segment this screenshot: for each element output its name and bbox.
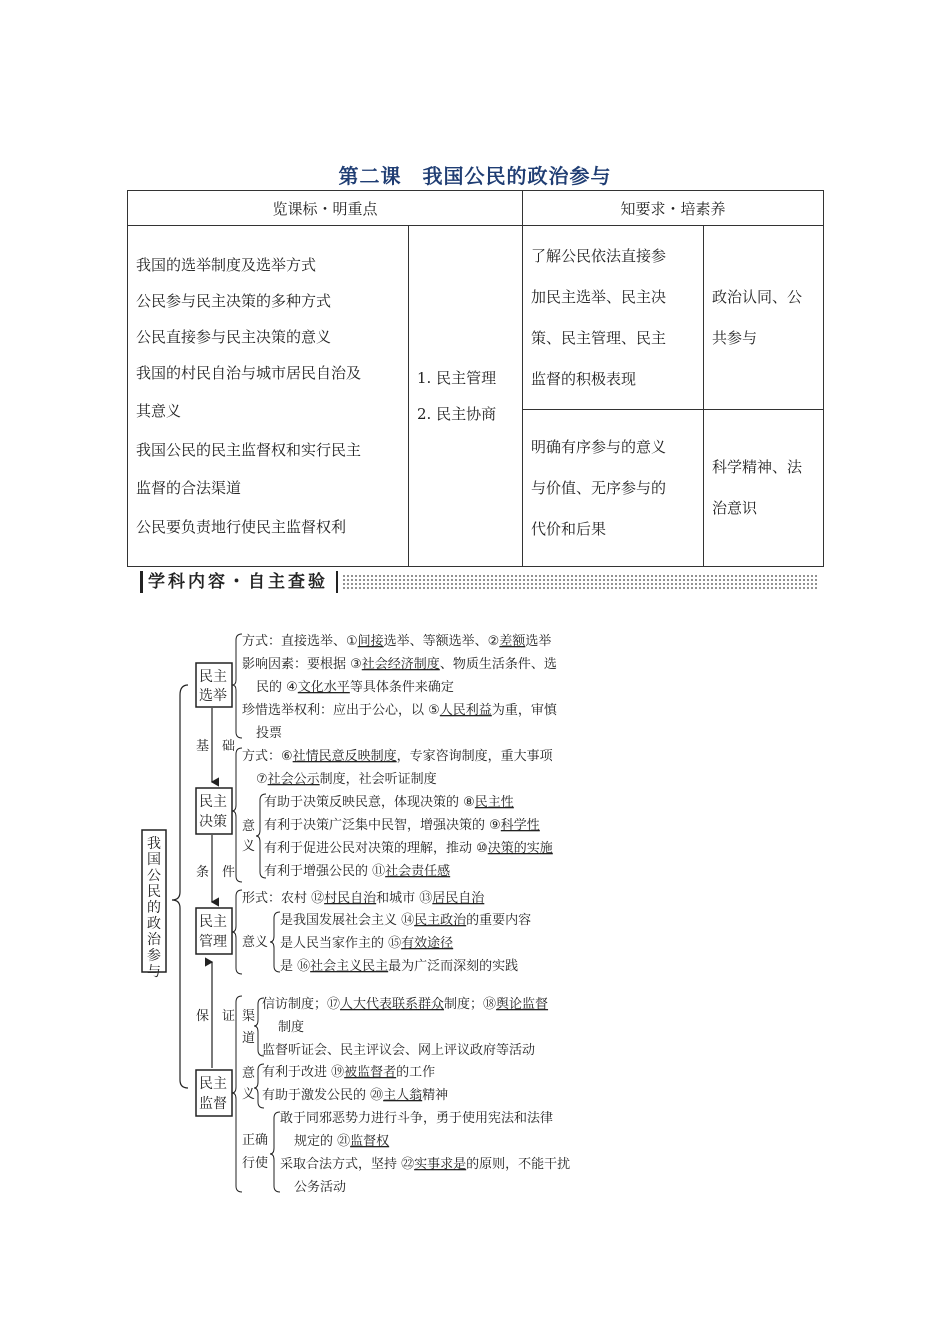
literacy-line: 共参与 [712,328,758,347]
decision-meaning-4: 有利于增强公民的 ⑪社会责任感 [264,864,451,879]
header-left: 览课标・明重点 [128,191,523,226]
channel-2: 监督听证会、民主评议会、网上评议政府等活动 [262,1043,536,1058]
supervision-yiyi-2: 义 [242,1087,256,1102]
correct-use-4: 公务活动 [294,1180,347,1195]
requirement-line: 与价值、无序参与的 [531,478,667,497]
election-brace [232,634,242,738]
requirement-line: 代价和后果 [531,519,607,538]
correct-use-2: 规定的 ㉑监督权 [294,1134,390,1149]
literacy-line: 科学精神、法 [712,458,803,476]
standard-line: 其意义 [136,402,182,420]
decision-line-2: ⑦社会公示制度，社会听证制度 [256,772,437,787]
decision-label-2: 决策 [199,814,227,830]
correct-use-1: 敢于同邪恶势力进行斗争，勇于使用宪法和法律 [280,1111,554,1126]
root-char: 与 [147,964,161,980]
election-line-2: 影响因素：要根据 ③社会经济制度、物质生活条件、选 [242,657,557,672]
management-form: 形式：农村 ⑫村民自治和城市 ⑬居民自治 [242,891,485,906]
root-char: 参 [147,948,161,964]
election-line-1: 方式：直接选举、①间接选举、等额选举、②差额选举 [242,634,552,649]
standard-line: 我国的选举制度及选举方式 [136,256,317,274]
banner-title: 学科内容・自主查验 [148,572,328,592]
root-brace [172,685,188,1088]
election-label-1: 民主 [199,669,227,685]
correct-use-label-1: 正确 [242,1133,269,1148]
requirement-line: 加民主选举、民主决 [531,287,667,306]
key-point: 2. 民主协商 [417,405,497,423]
decision-brace [232,748,242,882]
supervision-meaning-1: 有利于改进 ⑲被监督者的工作 [262,1065,436,1080]
root-char: 的 [147,900,161,916]
supervision-qudao-1: 渠 [242,1009,256,1024]
supervision-meaning-2: 有助于激发公民的 ⑳主人翁精神 [262,1088,449,1103]
decision-line-1: 方式：⑥社情民意反映制度，专家咨询制度，重大事项 [242,749,553,764]
standard-line: 我国公民的民主监督权和实行民主 [136,441,362,459]
management-label-2: 管理 [199,934,227,950]
standard-line: 监督的合法渠道 [136,479,242,497]
root-char: 公 [147,868,161,884]
guarantee-label: 保 证 [196,1009,236,1024]
supervision-label-1: 民主 [199,1076,227,1092]
supervision-qudao-2: 道 [242,1031,256,1046]
supervision-yiyi-1: 意 [242,1066,256,1081]
decision-meaning-2: 有利于决策广泛集中民智，增强决策的 ⑨科学性 [264,818,540,833]
management-meaning-1: 是我国发展社会主义 ⑭民主政治的重要内容 [280,913,532,928]
basis-label: 基 础 [196,739,236,754]
decision-meaning-1: 有助于决策反映民意，体现决策的 ⑧民主性 [264,795,514,810]
decision-meaning-3: 有利于促进公民对决策的理解，推动 ⑩决策的实施 [264,841,553,856]
header-right: 知要求・培素养 [523,191,824,226]
management-label-1: 民主 [199,914,227,930]
key-point: 1. 民主管理 [417,369,497,387]
supervision-label-2: 监督 [199,1096,227,1112]
root-char: 治 [147,932,161,948]
management-meaning-3: 是 ⑯社会主义民主最为广泛而深刻的实践 [280,959,519,974]
election-label-2: 选举 [199,688,227,704]
root-label [147,836,165,980]
root-char: 民 [147,884,161,900]
literacy-line: 治意识 [712,499,758,517]
requirement-line: 策、民主管理、民主 [531,328,667,347]
election-line-3: 民的 ④文化水平等具体条件来确定 [256,680,454,695]
correct-use-label-2: 行使 [242,1156,269,1171]
election-line-5: 投票 [256,726,283,741]
requirement-line: 了解公民依法直接参 [531,246,667,265]
condition-label: 条 件 [196,865,236,880]
standard-line: 公民直接参与民主决策的意义 [136,328,332,346]
election-line-4: 珍惜选举权利：应出于公心，以 ⑤人民利益为重，审慎 [242,703,557,718]
channel-1: 信访制度；⑰人大代表联系群众制度；⑱舆论监督 [262,997,549,1012]
decision-yiyi-1: 意 [242,819,256,834]
standard-line: 我国的村民自治与城市居民自治及 [136,364,362,382]
management-meaning-2: 是人民当家作主的 ⑮有效途径 [280,936,454,951]
page-title: 第二课 我国公民的政治参与 [338,164,612,188]
correct-use-3: 采取合法方式，坚持 ㉒实事求是的原则，不能干扰 [280,1157,571,1172]
decision-label-1: 民主 [199,794,227,810]
requirement-line: 明确有序参与的意义 [531,437,667,456]
management-meaning-brace [270,912,280,972]
correct-use-brace [270,1112,280,1192]
standard-line: 公民要负责地行使民主监督权利 [136,518,347,536]
literacy-line: 政治认同、公 [712,287,803,306]
root-char: 我 [147,836,161,852]
root-char: 政 [147,916,161,932]
root-char: 国 [147,852,161,868]
channel-1-cont: 制度 [278,1020,305,1035]
management-brace [232,890,242,974]
requirement-line: 监督的积极表现 [531,369,637,388]
decision-yiyi-2: 义 [242,839,256,854]
supervision-brace [232,996,242,1192]
management-yiyi: 意义 [242,935,269,950]
standard-line: 公民参与民主决策的多种方式 [136,292,332,310]
